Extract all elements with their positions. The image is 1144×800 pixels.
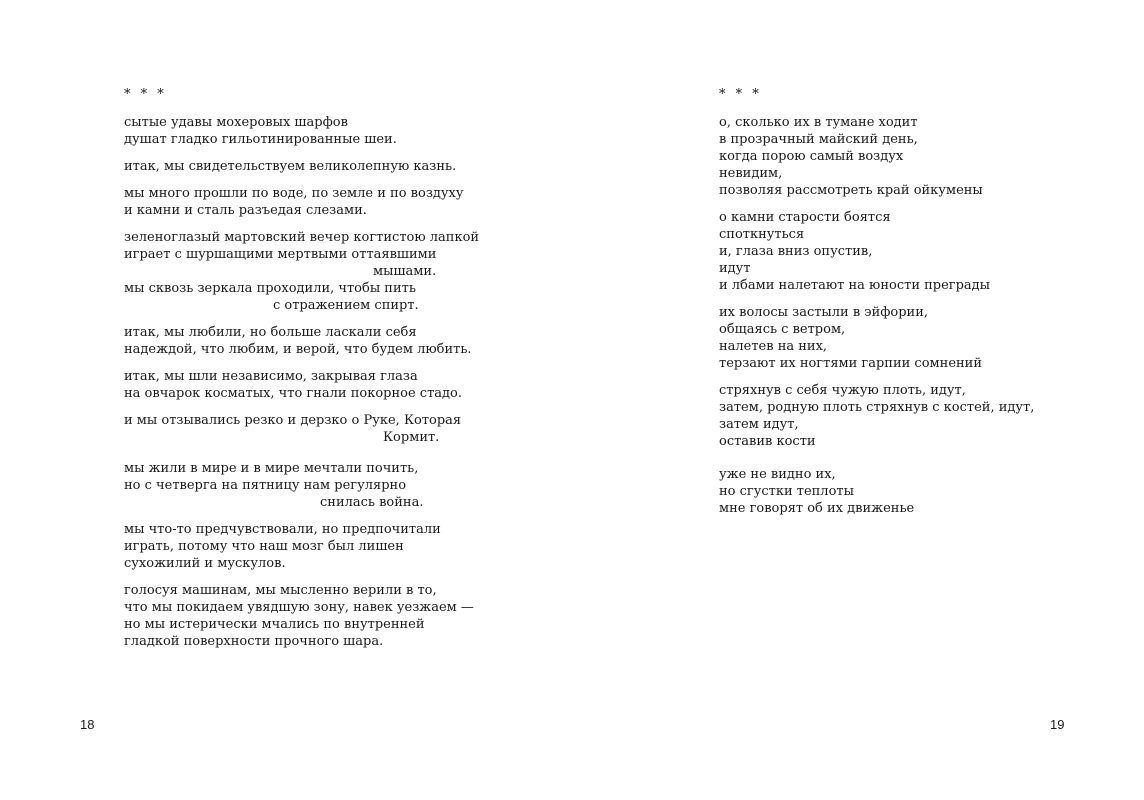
stanza (124, 114, 464, 148)
right-poem (719, 86, 1039, 527)
poem-line: о камни старости боятся (719, 210, 891, 225)
poem-line: мы сквозь зеркала проходили, чтобы пить (124, 281, 416, 296)
stanza (124, 158, 464, 175)
stanza (719, 209, 1039, 294)
poem-line: итак, мы свидетельствуем великолепную казнь. (124, 159, 457, 174)
left-poem (124, 86, 480, 660)
poem-line: голосуя машинам, мы мысленно верили в то, (124, 583, 437, 598)
poem-line: оставив кости (719, 434, 816, 449)
poem-line: что мы покидаем увядшую зону, навек уезжаем — (124, 600, 474, 615)
poem-line: но мы истерически мчались по внутренней (124, 617, 425, 632)
poem-line-hanging: Кормит. (383, 430, 440, 445)
stanza (124, 368, 464, 402)
poem-line: итак, мы любили, но больше ласкали себя (124, 325, 417, 340)
poem-line: итак, мы шли независимо, закрывая глаза (124, 369, 418, 384)
poem-line: мы что-то предчувствовали, но предпочитали (124, 522, 441, 537)
poem-line: когда порою самый воздух (719, 149, 904, 164)
stanza (719, 382, 1039, 450)
poem-line: терзают их ногтями гарпии сомнений (719, 356, 983, 371)
poem-line: мы много прошли по воде, по земле и по воздуху (124, 186, 464, 201)
poem-line: сытые удавы мохеровых шарфов (124, 115, 348, 130)
stanza (124, 412, 464, 446)
right-page (572, 0, 1144, 800)
page-number: 19 (1050, 717, 1065, 732)
poem-line: налетев на них, (719, 339, 828, 354)
poem-line: уже не видно их, (719, 467, 836, 482)
stanza (719, 114, 1039, 199)
poem-line: и камни и сталь разъедая слезами. (124, 203, 367, 218)
poem-line: идут (719, 261, 751, 276)
poem-line: зеленоглазый мартовский вечер когтистою лапкой (124, 230, 480, 245)
poem-line: позволяя рассмотреть край ойкумены (719, 183, 983, 198)
poem-line: в прозрачный майский день, (719, 132, 918, 147)
poem-line: но с четверга на пятницу нам регулярно (124, 478, 407, 493)
poem-line: стряхнув с себя чужую плоть, идут, (719, 383, 966, 398)
poem-line: играет с шуршащими мертвыми оттаявшими (124, 247, 437, 262)
poem-line: мне говорят об их движенье (719, 501, 915, 516)
poem-line: затем идут, (719, 417, 799, 432)
poem-line: споткнуться (719, 227, 805, 242)
stanza (124, 582, 474, 650)
poem-line: и лбами налетают на юности преграды (719, 278, 991, 293)
poem-line: на овчарок косматых, что гнали покорное стадо. (124, 386, 462, 401)
poem-line-hanging: с отражением спирт. (273, 298, 419, 313)
poem-line: общаясь с ветром, (719, 322, 846, 337)
poem-line: их волосы застыли в эйфории, (719, 305, 929, 320)
stanza (124, 521, 464, 572)
poem-line: но сгустки теплоты (719, 484, 854, 499)
section-break-stars: * * * (124, 87, 167, 102)
poem-line: невидим, (719, 166, 783, 181)
page-number: 18 (80, 717, 95, 732)
stanza (719, 466, 1039, 517)
poem-line: сухожилий и мускулов. (124, 556, 286, 571)
poem-line: надеждой, что любим, и верой, что будем любить. (124, 342, 472, 357)
poem-line: и мы отзывались резко и дерзко о Руке, Которая (124, 413, 462, 428)
stanza (124, 324, 472, 358)
poem-line-hanging: мышами. (373, 264, 437, 279)
poem-line: о, сколько их в тумане ходит (719, 115, 918, 130)
stanza (124, 185, 464, 219)
section-break-stars: * * * (719, 87, 762, 102)
stanza (124, 460, 464, 511)
poem-line: затем, родную плоть стряхнув с костей, идут, (719, 400, 1035, 415)
poem-line-hanging: снилась война. (320, 495, 424, 510)
poem-line: и, глаза вниз опустив, (719, 244, 873, 259)
stanza (719, 304, 1039, 372)
poem-line: мы жили в мире и в мире мечтали почить, (124, 461, 419, 476)
stanza (124, 229, 480, 314)
poem-line: душат гладко гильотинированные шеи. (124, 132, 397, 147)
poem-line: играть, потому что наш мозг был лишен (124, 539, 404, 554)
poem-line: гладкой поверхности прочного шара. (124, 634, 384, 649)
